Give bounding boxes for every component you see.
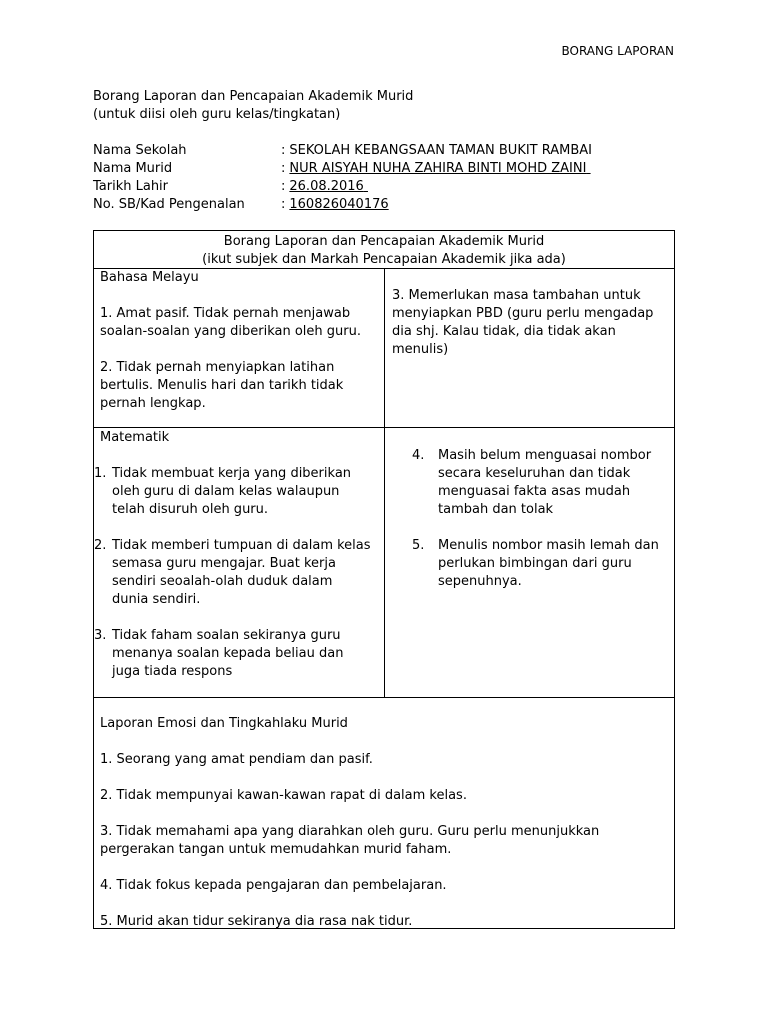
report-title: Borang Laporan dan Pencapaian Akademik Murid: [223, 234, 545, 249]
row-divider: [94, 427, 674, 428]
underline-filler: [586, 160, 616, 178]
report-table: [93, 230, 675, 929]
school-label: Nama Sekolah: [93, 143, 187, 158]
bm-item-2: 2. Tidak pernah menyiapkan latihan bertulis. Menulis hari dan tarikh tidak pernah lengkap.: [100, 360, 344, 411]
bm-subject: Bahasa Melayu: [100, 270, 199, 285]
intro-title: Borang Laporan dan Pencapaian Akademik Murid: [93, 89, 414, 104]
id-label: No. SB/Kad Pengenalan: [93, 197, 245, 212]
emosi-cell: [100, 715, 670, 931]
dob-label: Tarikh Lahir: [93, 179, 169, 194]
colon: :: [281, 197, 286, 212]
mt-item-3: 3. Tidak faham soalan sekiranya guru menanya soalan kepada beliau dan juga tiada respons: [94, 628, 344, 679]
bm-item-3: 3. Memerlukan masa tambahan untuk menyiapkan PBD (guru perlu mengadap dia shj. Kalau tidak, dia tidak akan menulis): [392, 288, 654, 357]
report-title-cell: [94, 231, 674, 269]
intro: [93, 88, 413, 123]
bm-right-cell: [392, 287, 670, 359]
bm-left-cell: [100, 269, 378, 413]
mt-item-4: 4. Masih belum menguasai nombor secara keseluruhan dan tidak menguasai fakta asas mudah tambah dan tolak: [412, 448, 652, 517]
colon: :: [281, 179, 286, 194]
emosi-item-3: 3. Tidak memahami apa yang diarahkan oleh guru. Guru perlu menunjukkan pergerakan tangan untuk memudahkan murid faham.: [100, 824, 600, 857]
intro-subtitle: (untuk diisi oleh guru kelas/tingkatan): [93, 106, 341, 122]
school-value: SEKOLAH KEBANGSAAN TAMAN BUKIT RAMBAI: [289, 143, 593, 158]
bm-item-1: 1. Amat pasif. Tidak pernah menjawab soalan-soalan yang diberikan oleh guru.: [100, 306, 361, 339]
info-row-student: [93, 160, 616, 178]
emosi-title: Laporan Emosi dan Tingkahlaku Murid: [100, 716, 348, 731]
info-row-school: [93, 142, 616, 160]
report-subtitle: (ikut subjek dan Markah Pencapaian Akademik jika ada): [202, 251, 566, 267]
info-row-dob: [93, 178, 616, 196]
mt-left-cell: [94, 429, 382, 681]
mt-item-1: 1. Tidak membuat kerja yang diberikan oleh guru di dalam kelas walaupun telah disuruh oleh guru.: [94, 466, 352, 517]
mt-item-5: 5. Menulis nombor masih lemah dan perlukan bimbingan dari guru sepenuhnya.: [412, 538, 659, 589]
underline-filler: [364, 178, 394, 196]
mt-item-2: 2. Tidak memberi tumpuan di dalam kelas semasa guru mengajar. Buat kerja sendiri seoalah-olah duduk dalam dunia sendiri.: [94, 538, 371, 607]
student-value: NUR AISYAH NUHA ZAHIRA BINTI MOHD ZAINI: [289, 161, 587, 176]
row-divider: [94, 697, 674, 698]
id-value: 160826040176: [289, 197, 389, 212]
form-header-label: BORANG LAPORAN: [561, 44, 674, 58]
info-row-id: [93, 196, 616, 214]
mt-subject: Matematik: [100, 430, 170, 445]
emosi-item-4: 4. Tidak fokus kepada pengajaran dan pembelajaran.: [100, 878, 447, 893]
dob-value: 26.08.2016: [289, 179, 364, 194]
mt-right-cell: [412, 447, 672, 591]
emosi-item-1: 1. Seorang yang amat pendiam dan pasif.: [100, 752, 373, 767]
emosi-item-2: 2. Tidak mempunyai kawan-kawan rapat di dalam kelas.: [100, 788, 467, 803]
colon: :: [281, 161, 286, 176]
student-info: [93, 142, 616, 214]
emosi-item-5: 5. Murid akan tidur sekiranya dia rasa nak tidur.: [100, 914, 413, 929]
student-label: Nama Murid: [93, 161, 173, 176]
colon: :: [281, 143, 286, 158]
column-divider: [384, 269, 385, 697]
